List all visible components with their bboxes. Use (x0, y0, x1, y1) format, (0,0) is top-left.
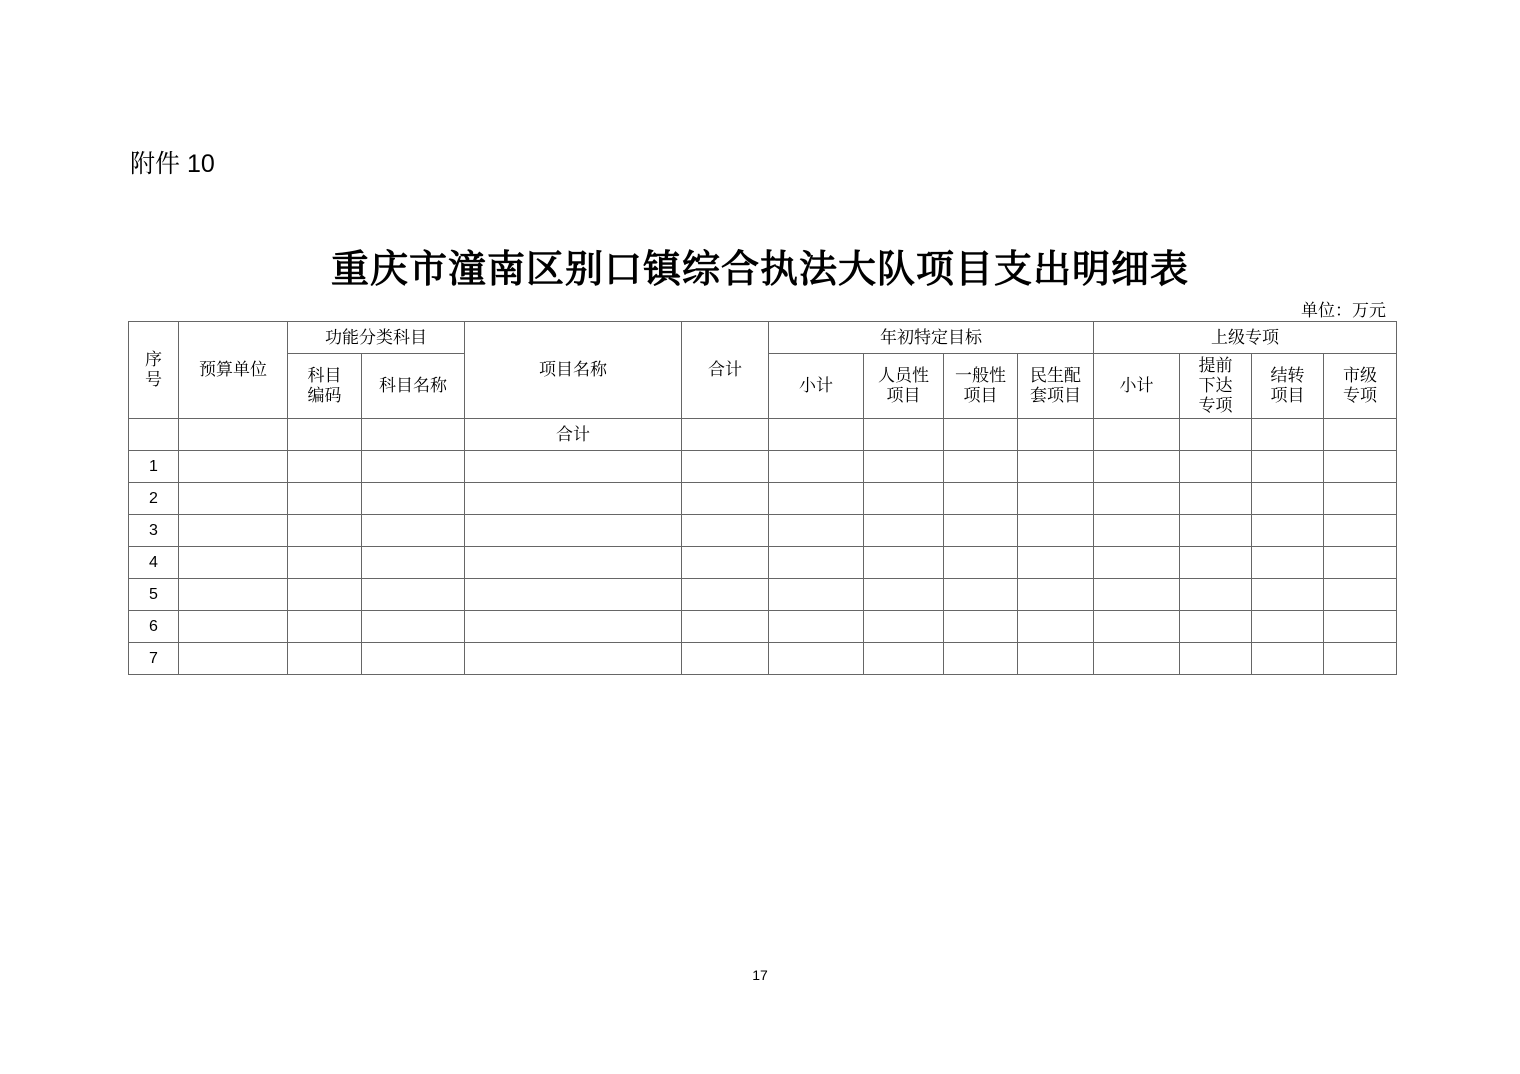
unit-label: 单位：万元 (1301, 301, 1386, 320)
header-general-project: 一般性 项目 (944, 354, 1018, 419)
table-cell (1018, 547, 1094, 579)
table-cell (1094, 643, 1180, 675)
table-cell (769, 611, 864, 643)
table-cell (288, 611, 362, 643)
table-cell (1094, 547, 1180, 579)
table-cell (769, 579, 864, 611)
table-cell (682, 451, 769, 483)
table-cell (179, 515, 288, 547)
table-cell (1324, 547, 1397, 579)
table-cell (465, 451, 682, 483)
header-total: 合计 (682, 322, 769, 419)
row-number: 7 (129, 643, 179, 675)
table-cell (179, 611, 288, 643)
table-cell (362, 611, 465, 643)
row-number: 1 (129, 451, 179, 483)
table-cell (864, 579, 944, 611)
page-number: 17 (752, 967, 768, 983)
table-cell (1252, 643, 1324, 675)
header-annual-subtotal: 小计 (769, 354, 864, 419)
table-cell (1324, 643, 1397, 675)
table-cell (465, 547, 682, 579)
header-subject-name: 科目名称 (362, 354, 465, 419)
header-budget-unit: 预算单位 (179, 322, 288, 419)
header-function-class: 功能分类科目 (288, 322, 465, 354)
header-seq: 序 号 (129, 322, 179, 419)
table-cell (864, 611, 944, 643)
table-row (129, 579, 1397, 611)
header-carryover-project: 结转 项目 (1252, 354, 1324, 419)
table-cell (1180, 611, 1252, 643)
header-subject-code: 科目 编码 (288, 354, 362, 419)
table-cell (682, 547, 769, 579)
table-cell (1324, 579, 1397, 611)
table-cell (1324, 451, 1397, 483)
table-cell (179, 547, 288, 579)
table-cell (864, 515, 944, 547)
table-cell (1018, 579, 1094, 611)
table-cell (362, 483, 465, 515)
table-cell (1252, 483, 1324, 515)
table-row (129, 515, 1397, 547)
row-number: 6 (129, 611, 179, 643)
row-number: 3 (129, 515, 179, 547)
table-cell (1180, 451, 1252, 483)
table-cell (864, 643, 944, 675)
table-cell (944, 451, 1018, 483)
table-cell (1252, 451, 1324, 483)
table-cell (769, 643, 864, 675)
table-cell (1094, 451, 1180, 483)
page-title: 重庆市潼南区别口镇综合执法大队项目支出明细表 (330, 249, 1189, 291)
table-cell (1324, 611, 1397, 643)
table-cell (179, 579, 288, 611)
table-cell (1252, 515, 1324, 547)
table-cell (944, 515, 1018, 547)
table-cell (465, 643, 682, 675)
table-row (129, 611, 1397, 643)
expenditure-table (128, 321, 1397, 675)
table-cell (864, 547, 944, 579)
table-cell (1180, 547, 1252, 579)
header-advance-special: 提前 下达 专项 (1180, 354, 1252, 419)
table-row (129, 483, 1397, 515)
table-cell (944, 611, 1018, 643)
table-cell (465, 611, 682, 643)
table-cell (1252, 547, 1324, 579)
table-cell (769, 547, 864, 579)
table-cell (944, 579, 1018, 611)
table-cell (288, 483, 362, 515)
table-cell (1094, 515, 1180, 547)
table-cell (1180, 515, 1252, 547)
table-cell (1094, 579, 1180, 611)
table-cell (1324, 483, 1397, 515)
table-cell (1180, 579, 1252, 611)
table-cell (1018, 611, 1094, 643)
total-row-label: 合计 (465, 419, 682, 451)
table-cell (362, 579, 465, 611)
table-cell (769, 483, 864, 515)
table-cell (179, 643, 288, 675)
table-cell (1018, 643, 1094, 675)
table-cell (682, 643, 769, 675)
table-cell (288, 515, 362, 547)
header-city-special: 市级 专项 (1324, 354, 1397, 419)
table-cell (1180, 643, 1252, 675)
table-cell (288, 579, 362, 611)
table-row (129, 451, 1397, 483)
table-cell (465, 515, 682, 547)
table-cell (1094, 611, 1180, 643)
attachment-label: 附件 10 (130, 150, 215, 178)
header-annual-target: 年初特定目标 (769, 322, 1094, 354)
table-cell (288, 643, 362, 675)
table-cell (465, 483, 682, 515)
table-cell (682, 483, 769, 515)
table-cell (944, 547, 1018, 579)
table-cell (465, 579, 682, 611)
table-cell (1094, 483, 1180, 515)
table-cell (362, 515, 465, 547)
table-cell (1018, 451, 1094, 483)
header-superior-special: 上级专项 (1094, 322, 1397, 354)
table-cell (1324, 515, 1397, 547)
row-number: 2 (129, 483, 179, 515)
header-superior-subtotal: 小计 (1094, 354, 1180, 419)
table-cell (179, 483, 288, 515)
table-cell (362, 643, 465, 675)
table-cell (769, 515, 864, 547)
table-row (129, 643, 1397, 675)
row-number: 5 (129, 579, 179, 611)
table-cell (1252, 579, 1324, 611)
table-cell (864, 451, 944, 483)
table-cell (682, 515, 769, 547)
table-cell (288, 547, 362, 579)
table-cell (179, 451, 288, 483)
table-cell (362, 547, 465, 579)
row-number: 4 (129, 547, 179, 579)
total-row (129, 419, 1397, 451)
table-cell (362, 451, 465, 483)
table-cell (944, 483, 1018, 515)
table-cell (864, 483, 944, 515)
header-project-name: 项目名称 (465, 322, 682, 419)
table-body (129, 451, 1397, 675)
table-cell (682, 611, 769, 643)
table-cell (682, 579, 769, 611)
table-row (129, 547, 1397, 579)
table-cell (944, 643, 1018, 675)
header-livelihood-project: 民生配 套项目 (1018, 354, 1094, 419)
table-cell (769, 451, 864, 483)
table-cell (1018, 483, 1094, 515)
table-cell (1252, 611, 1324, 643)
header-personnel-project: 人员性 项目 (864, 354, 944, 419)
table-cell (1180, 483, 1252, 515)
table-cell (288, 451, 362, 483)
table-cell (1018, 515, 1094, 547)
